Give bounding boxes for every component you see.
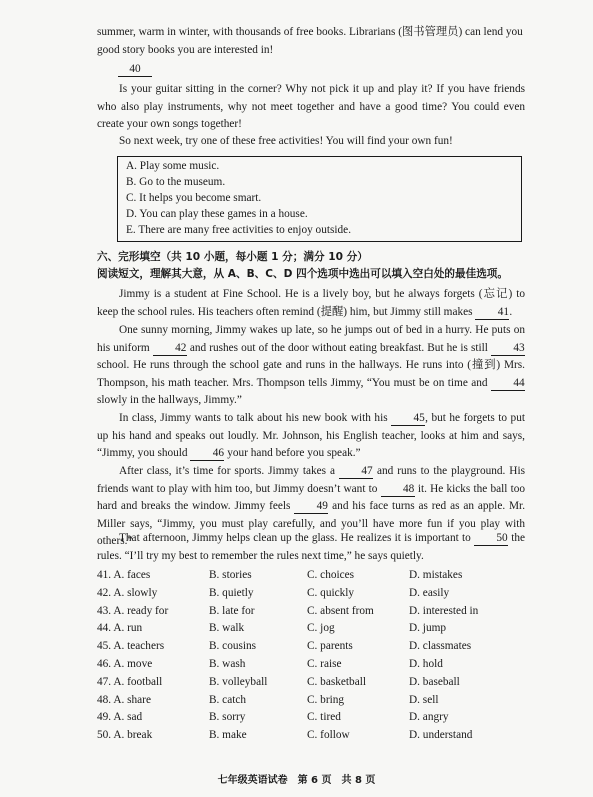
cloze-paragraph-5 xyxy=(97,530,525,565)
choice-c: C. absent from xyxy=(307,604,374,617)
choice-c: C. parents xyxy=(307,640,353,653)
choice-row-47 xyxy=(97,674,537,692)
choice-d: D. angry xyxy=(409,711,449,724)
choice-d: D. classmates xyxy=(409,640,472,653)
choice-b: B. walk xyxy=(209,622,245,635)
blank-40: 40 xyxy=(118,62,152,77)
choice-a: 46. A. move xyxy=(97,657,153,670)
choice-row-43 xyxy=(97,603,537,621)
choice-c: C. follow xyxy=(307,729,350,742)
text: and rushes out of the door without eating breakfast. But he is still xyxy=(189,341,488,354)
next-week-paragraph: So next week, try one of these free activities! You will find your own fun! xyxy=(119,135,453,147)
option-b: B. Go to the museum. xyxy=(126,176,226,188)
blank-48: 48 xyxy=(381,482,415,497)
text: the rules. “I’ll try my best to remember the rules next time,” he says quietly. xyxy=(97,532,525,562)
blank-41: 41 xyxy=(475,305,509,320)
text-line: summer, warm in winter, with thousands of free books. Librarians (图书管理员) can lend you xyxy=(97,26,523,38)
blank-42: 42 xyxy=(153,341,187,356)
choice-d: D. easily xyxy=(409,586,450,599)
choice-row-42 xyxy=(97,585,537,603)
text: , but he forgets to put up his hand and speaks out loudly. Mr. Johnson, his English teacher, looks at him and says, “Jimmy, you should xyxy=(97,412,525,460)
blank-45: 45 xyxy=(391,411,425,426)
section-instruction: 阅读短文，理解其大意，从 A、B、C、D 四个选项中选出可以填入空白处的最佳选项。 xyxy=(97,268,508,280)
text: In class, Jimmy wants to talk about his new book with his xyxy=(119,412,388,424)
choice-b: B. late for xyxy=(209,604,255,617)
blank-44: 44 xyxy=(491,376,525,391)
text: and his face turns as red as an apple. Mr. Miller says, “Jimmy, you must play carefully, and you’ll have more fun if you play with others.” xyxy=(97,500,526,548)
choice-a: 49. A. sad xyxy=(97,711,143,724)
choice-a: 41. A. faces xyxy=(97,569,151,581)
option-e: E. There are many free activities to enjoy outside. xyxy=(126,224,352,236)
choice-a: 42. A. slowly xyxy=(97,586,158,599)
choice-b: B. cousins xyxy=(209,640,257,653)
text: school. He runs through the school gate and runs in the hallways. He runs into (撞到) Mrs. Thompson, his math teacher. Mrs. Thompson tells Jimmy, “You must be on time and xyxy=(97,359,525,389)
choice-c: C. quickly xyxy=(307,586,355,599)
choice-b: B. volleyball xyxy=(209,675,268,688)
choice-a: 47. A. football xyxy=(97,675,163,688)
cloze-paragraph-1 xyxy=(97,286,525,321)
blank-50: 50 xyxy=(474,531,508,546)
blank-43: 43 xyxy=(491,341,525,356)
choice-d: D. baseball xyxy=(409,675,460,688)
choice-d: D. sell xyxy=(409,693,439,706)
text: One sunny morning, Jimmy wakes up late, so he jumps out of bed in a hurry. He puts on his uniform xyxy=(97,324,525,354)
text-line: good story books you are interested in! xyxy=(97,43,274,56)
choice-a: 48. A. share xyxy=(97,693,151,706)
text: . xyxy=(509,305,513,318)
choice-b: B. quietly xyxy=(209,586,254,599)
blank-47: 47 xyxy=(339,464,373,479)
choice-a: 45. A. teachers xyxy=(97,640,165,653)
choice-b: B. make xyxy=(209,729,247,742)
blank-49: 49 xyxy=(294,499,328,514)
choice-b: B. stories xyxy=(209,569,252,581)
choice-d: D. mistakes xyxy=(409,569,463,581)
choice-d: D. understand xyxy=(409,729,473,742)
choice-c: C. jog xyxy=(307,622,335,635)
cloze-paragraph-3 xyxy=(97,410,525,463)
cloze-paragraph-2 xyxy=(97,322,525,410)
choice-c: C. tired xyxy=(307,711,341,724)
text: slowly in the hallways, Jimmy.” xyxy=(97,394,242,407)
choice-b: B. catch xyxy=(209,693,247,706)
options-box xyxy=(117,156,522,242)
choice-row-41 xyxy=(97,567,537,585)
choice-row-45 xyxy=(97,638,537,656)
option-a: A. Play some music. xyxy=(126,160,220,172)
choices-table xyxy=(97,567,537,745)
choice-row-49 xyxy=(97,709,537,727)
text: it. He kicks the ball too hard and breaks the window. Jimmy feels xyxy=(97,482,526,513)
text: and runs to the playground. His friends want to play with him too, but Jimmy doesn’t want to xyxy=(97,465,526,495)
choice-c: C. bring xyxy=(307,693,345,706)
text: your hand before you speak.” xyxy=(227,447,361,460)
choice-row-50 xyxy=(97,727,537,745)
choice-a: 50. A. break xyxy=(97,729,153,742)
page-footer: 七年级英语试卷 第 6 页 共 8 页 xyxy=(217,775,376,786)
choice-d: D. interested in xyxy=(409,604,479,617)
text: After class, it’s time for sports. Jimmy takes a xyxy=(119,465,336,477)
text: Jimmy is a student at Fine School. He is a lively boy, but he always forgets (忘记) to keep the school rules. His teachers often remind (提醒) him, but Jimmy still makes xyxy=(97,288,525,318)
choice-d: D. jump xyxy=(409,622,447,635)
choice-row-46 xyxy=(97,656,537,674)
option-d: D. You can play these games in a house. xyxy=(126,208,308,220)
choice-a: 43. A. ready for xyxy=(97,604,169,617)
choice-b: B. wash xyxy=(209,657,246,670)
choice-d: D. hold xyxy=(409,657,443,670)
choice-c: C. choices xyxy=(307,569,355,581)
reading-paragraph-continued xyxy=(97,24,525,59)
text: That afternoon, Jimmy helps clean up the glass. He realizes it is important to xyxy=(119,532,471,544)
section-title: 六、完形填空（共 10 小题，每小题 1 分；满分 10 分） xyxy=(97,251,368,263)
choice-b: B. sorry xyxy=(209,711,246,724)
choice-c: C. raise xyxy=(307,657,342,670)
choice-row-44 xyxy=(97,620,537,638)
choice-row-48 xyxy=(97,692,537,710)
choice-a: 44. A. run xyxy=(97,622,143,635)
option-c: C. It helps you become smart. xyxy=(126,192,262,204)
choice-c: C. basketball xyxy=(307,675,366,688)
blank-46: 46 xyxy=(190,446,224,461)
guitar-paragraph: Is your guitar sitting in the corner? Why not pick it up and play it? If you have friends who also play instruments, why not meet together and have a good time? You could even create your own songs together! xyxy=(97,83,525,131)
